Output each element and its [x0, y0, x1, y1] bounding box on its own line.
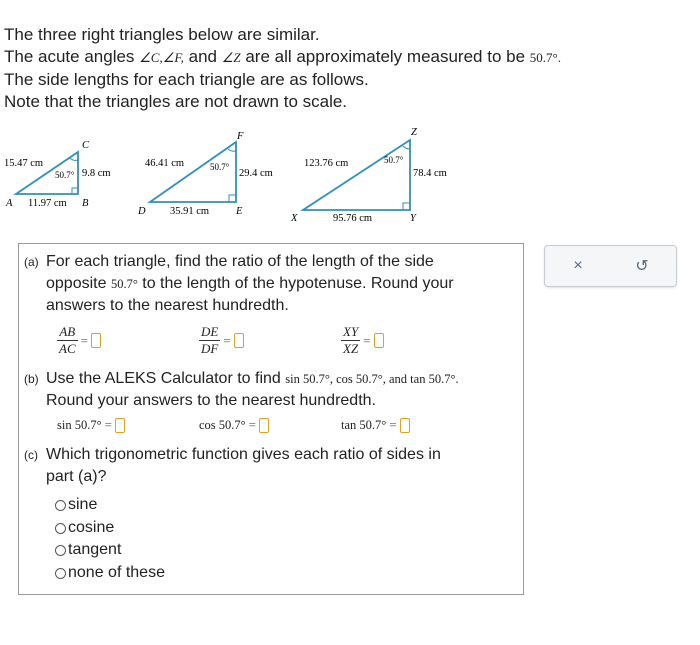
- sin-expression: sin 50.7°: [57, 417, 102, 432]
- radio-button[interactable]: [55, 523, 66, 534]
- ratio-xy-xz-input[interactable]: [374, 333, 384, 348]
- option-cosine[interactable]: [55, 519, 114, 537]
- radio-button[interactable]: [55, 568, 66, 579]
- intro-line-4: Note that the triangles are not drawn to scale.: [4, 92, 348, 111]
- part-b-text: Use the ALEKS Calculator to find: [46, 370, 286, 387]
- triangle-abc: [4, 140, 111, 209]
- part-a-text: to the length of the hypotenuse. Round your: [137, 275, 454, 292]
- tan-row: [341, 417, 410, 433]
- option-sine[interactable]: [55, 496, 97, 514]
- triangles-diagram: [0, 118, 470, 228]
- ratio-fraction: [199, 324, 220, 357]
- ratio-fraction: [341, 324, 360, 357]
- t2-angle: 50.7°: [210, 162, 230, 172]
- part-c-label: (c): [24, 448, 38, 462]
- angle-value: 50.7°.: [529, 50, 561, 65]
- radio-button[interactable]: [55, 500, 66, 511]
- vertex-b: B: [82, 198, 89, 209]
- intro-text: are all approximately measured to be: [240, 47, 530, 66]
- option-label: none of these: [68, 564, 165, 581]
- equals-sign: =: [389, 417, 397, 432]
- part-b-text: Round your answers to the nearest hundredth.: [46, 392, 376, 409]
- part-a-label: (a): [24, 255, 39, 269]
- part-a-text: For each triangle, find the ratio of the length of the side: [46, 253, 434, 270]
- part-a-text: opposite: [46, 275, 111, 292]
- numerator: AB: [59, 324, 76, 339]
- close-icon[interactable]: ×: [573, 257, 583, 274]
- option-none[interactable]: [55, 564, 165, 582]
- t3-hypotenuse: 123.76 cm: [304, 158, 349, 169]
- part-b-label: (b): [24, 372, 39, 386]
- part-a: [24, 251, 454, 317]
- t1-hypotenuse: 15.47 cm: [4, 158, 44, 169]
- part-c: [24, 444, 441, 488]
- part-c-text: part (a)?: [46, 468, 107, 485]
- vertex-d: D: [138, 206, 146, 217]
- vertex-f: F: [237, 131, 244, 142]
- part-b-functions: sin 50.7°, cos 50.7°, and tan 50.7°.: [285, 372, 459, 386]
- ratio-de-df: [199, 324, 244, 357]
- intro-line-1: The three right triangles below are similar.: [4, 25, 320, 44]
- t2-adjacent: 35.91 cm: [170, 206, 210, 217]
- angle-c: ∠C,: [139, 50, 163, 65]
- t1-adjacent: 11.97 cm: [28, 198, 67, 209]
- ratio-ab-ac-input[interactable]: [91, 333, 101, 348]
- t1-angle: 50.7°: [55, 170, 75, 180]
- radio-button[interactable]: [55, 545, 66, 556]
- t1-opposite: 9.8 cm: [82, 168, 111, 179]
- option-label: cosine: [68, 519, 115, 536]
- equals-sign: =: [223, 332, 231, 348]
- sin-input[interactable]: [115, 418, 125, 433]
- cos-input[interactable]: [259, 418, 269, 433]
- denominator: DF: [201, 341, 219, 356]
- question-box: [18, 243, 524, 595]
- intro-line-2: [4, 46, 561, 69]
- sin-row: [57, 417, 125, 433]
- t2-opposite: 29.4 cm: [239, 168, 273, 179]
- option-label: tangent: [68, 541, 122, 558]
- ratio-xy-xz: [341, 324, 384, 357]
- part-b: [24, 368, 459, 412]
- equals-sign: =: [104, 417, 112, 432]
- undo-icon[interactable]: ↺: [635, 258, 649, 275]
- problem-intro: [4, 24, 561, 113]
- vertex-y: Y: [410, 213, 416, 224]
- equals-sign: =: [248, 417, 257, 432]
- triangle-xyz: [290, 127, 447, 224]
- part-a-angle: 50.7°: [110, 277, 138, 291]
- vertex-c: C: [82, 140, 90, 151]
- vertex-e: E: [236, 206, 243, 217]
- cos-expression: cos 50.7°: [199, 417, 246, 432]
- answer-toolbar: [544, 245, 677, 287]
- part-c-text: Which trigonometric function gives each ratio of sides in: [46, 446, 441, 463]
- denominator: AC: [59, 341, 76, 356]
- t3-angle: 50.7°: [384, 155, 404, 165]
- vertex-x: X: [291, 213, 298, 224]
- option-label: sine: [68, 496, 98, 513]
- t3-adjacent: 95.76 cm: [333, 213, 373, 224]
- vertex-a: A: [6, 198, 13, 209]
- angle-z: ∠Z: [221, 50, 241, 65]
- triangle-def: [137, 131, 273, 217]
- intro-line-3: The side lengths for each triangle are as follows.: [4, 70, 369, 89]
- ratio-ab-ac: [57, 324, 101, 357]
- t3-opposite: 78.4 cm: [413, 168, 447, 179]
- intro-text: and: [183, 47, 222, 66]
- intro-text: The acute angles: [4, 47, 140, 66]
- tan-input[interactable]: [400, 418, 410, 433]
- ratio-fraction: [57, 324, 78, 357]
- equals-sign: =: [363, 332, 371, 348]
- denominator: XZ: [343, 341, 359, 356]
- tan-expression: tan 50.7°: [341, 417, 387, 432]
- equals-sign: =: [80, 332, 88, 348]
- cos-row: [199, 417, 269, 433]
- numerator: DE: [201, 324, 219, 339]
- option-tangent[interactable]: [55, 541, 121, 559]
- t2-hypotenuse: 46.41 cm: [145, 158, 185, 169]
- numerator: XY: [343, 324, 359, 339]
- part-a-text: answers to the nearest hundredth.: [46, 297, 289, 314]
- ratio-de-df-input[interactable]: [234, 333, 244, 348]
- angle-f: ∠F,: [162, 50, 184, 65]
- vertex-z: Z: [411, 127, 417, 138]
